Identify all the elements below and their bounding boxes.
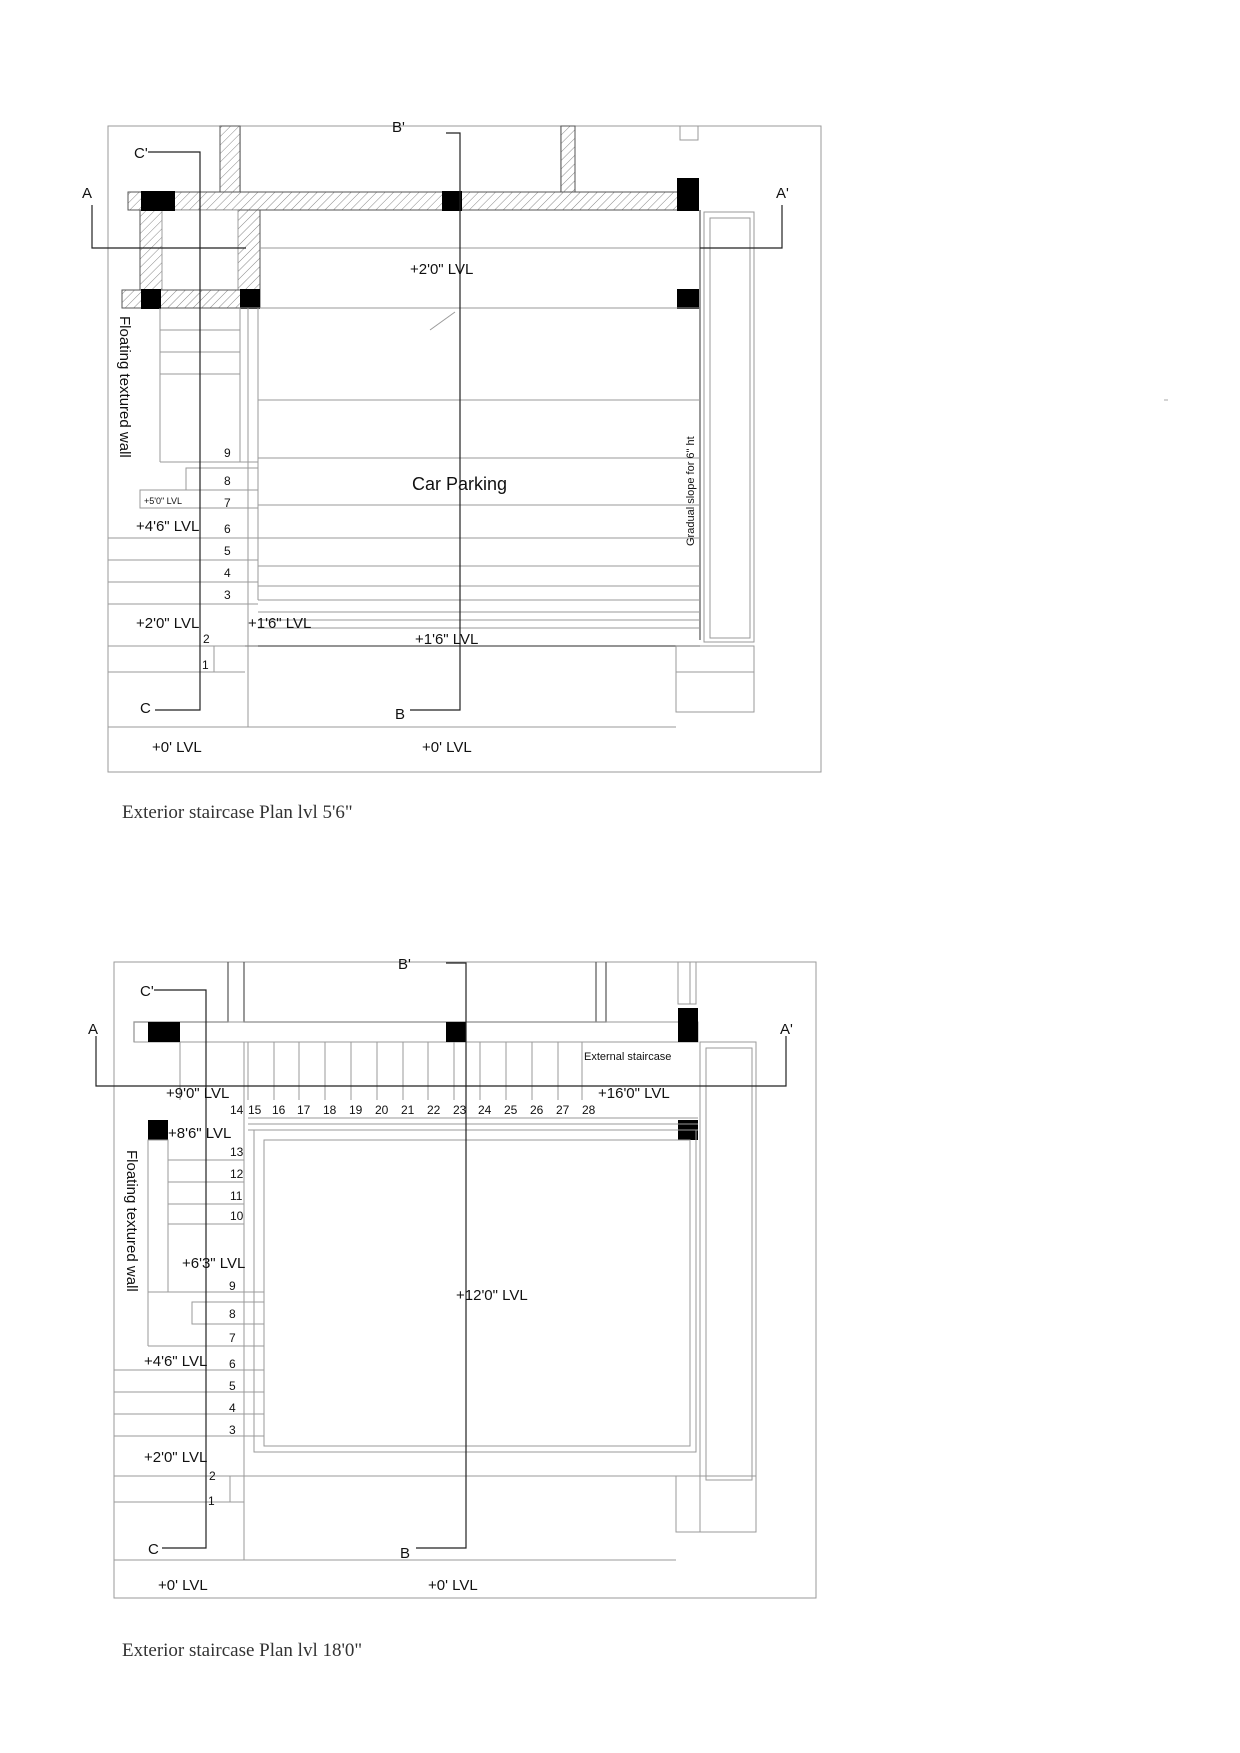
step-number: 3 — [224, 588, 231, 602]
step-number: 6 — [229, 1357, 236, 1371]
step-number: 23 — [453, 1103, 467, 1117]
plan-lower-right-strip — [700, 1042, 756, 1532]
step-number: 26 — [530, 1103, 544, 1117]
section-b-prime-label: B' — [398, 956, 411, 973]
step-number: 5 — [229, 1379, 236, 1393]
step-number: 14 — [230, 1103, 244, 1117]
step-number: 16 — [272, 1103, 286, 1117]
section-a-label: A — [82, 185, 93, 202]
step-number: 1 — [208, 1494, 215, 1508]
level-1-6-center-label: +1'6" LVL — [415, 631, 479, 648]
step-number: 7 — [229, 1331, 236, 1345]
plan-lower-top-rooms — [134, 962, 696, 1042]
step-number: 8 — [224, 474, 231, 488]
step-number: 6 — [224, 522, 231, 536]
plan-lower-beam — [134, 1022, 698, 1042]
section-c-prime-label: C' — [140, 983, 154, 1000]
plan-upper — [82, 119, 821, 823]
level-0-center-label: +0' LVL — [422, 739, 472, 756]
step-number: 3 — [229, 1423, 236, 1437]
plan-lower-step-numbers-low — [208, 1279, 236, 1508]
section-b-label: B — [400, 1545, 411, 1562]
step-number: 25 — [504, 1103, 518, 1117]
step-number: 18 — [323, 1103, 337, 1117]
step-number: 19 — [349, 1103, 363, 1117]
level-0-left-label: +0' LVL — [152, 739, 202, 756]
wall-label: Floating textured wall — [123, 1150, 140, 1292]
plan-lower-frame — [114, 962, 816, 1598]
plan-lower-step-numbers-top — [230, 1103, 596, 1117]
step-number: 10 — [230, 1209, 244, 1223]
section-c-prime-label: C' — [134, 145, 148, 162]
plan-lower — [88, 956, 816, 1661]
section-a-prime-label: A' — [776, 185, 789, 202]
step-number: 4 — [229, 1401, 236, 1415]
plan-upper-top-rooms — [220, 126, 698, 192]
slope-label: Gradual slope for 6" ht — [685, 436, 697, 546]
step-number: 2 — [209, 1469, 216, 1483]
step-number: 15 — [248, 1103, 262, 1117]
section-b-prime-label: B' — [392, 119, 405, 136]
level-2-0-label: +2'0" LVL — [136, 615, 200, 632]
step-number: 21 — [401, 1103, 415, 1117]
level-4-6-label: +4'6" LVL — [144, 1353, 208, 1370]
wall-label: Floating textured wall — [116, 316, 133, 458]
step-number: 24 — [478, 1103, 492, 1117]
plan-upper-beam — [128, 192, 698, 210]
plan-upper-ramp-lines — [245, 400, 700, 646]
plan-lower-caption: Exterior staircase Plan lvl 18'0" — [122, 1640, 363, 1661]
step-number: 4 — [224, 566, 231, 580]
level-8-6-label: +8'6" LVL — [168, 1125, 232, 1142]
level-2-0-label: +2'0" LVL — [144, 1449, 208, 1466]
step-number: 9 — [229, 1279, 236, 1293]
step-number: 20 — [375, 1103, 389, 1117]
level-6-3-label: +6'3" LVL — [182, 1255, 246, 1272]
step-number: 17 — [297, 1103, 311, 1117]
step-number: 9 — [224, 446, 231, 460]
level-9-0-label: +9'0" LVL — [166, 1085, 230, 1102]
step-number: 5 — [224, 544, 231, 558]
level-16-0-label: +16'0" LVL — [598, 1085, 670, 1102]
step-number: 11 — [230, 1189, 243, 1203]
external-staircase-label: External staircase — [584, 1051, 672, 1063]
plan-lower-staircase — [114, 1140, 676, 1560]
section-b-label: B — [395, 706, 406, 723]
step-number: 12 — [230, 1167, 244, 1181]
section-a-prime-label: A' — [780, 1021, 793, 1038]
level-4-6-label: +4'6" LVL — [136, 518, 200, 535]
section-a-label: A — [88, 1021, 99, 1038]
plan-upper-caption: Exterior staircase Plan lvl 5'6" — [122, 802, 353, 823]
step-number: 22 — [427, 1103, 441, 1117]
level-0-left-label: +0' LVL — [158, 1577, 208, 1594]
section-c-label: C — [148, 1541, 159, 1558]
step-number: 8 — [229, 1307, 236, 1321]
level-top-label: +2'0" LVL — [410, 261, 474, 278]
plan-lower-step-numbers-mid — [230, 1145, 244, 1223]
plan-lower-columns — [148, 1008, 698, 1140]
step-number: 27 — [556, 1103, 570, 1117]
car-parking-label: Car Parking — [412, 474, 508, 494]
level-12-0-label: +12'0" LVL — [456, 1287, 528, 1304]
section-c-label: C — [140, 700, 151, 717]
floating-wall — [148, 1140, 168, 1292]
step-number: 1 — [202, 658, 209, 672]
level-landing-small-label: +5'0" LVL — [144, 496, 183, 506]
step-number: 13 — [230, 1145, 244, 1159]
level-1-6-left-label: +1'6" LVL — [248, 615, 312, 632]
step-number: 28 — [582, 1103, 596, 1117]
level-0-center-label: +0' LVL — [428, 1577, 478, 1594]
step-number: 7 — [224, 496, 231, 510]
plan-upper-step-numbers — [202, 446, 231, 672]
plan-upper-slope-strip — [704, 212, 754, 642]
step-number: 2 — [203, 632, 210, 646]
